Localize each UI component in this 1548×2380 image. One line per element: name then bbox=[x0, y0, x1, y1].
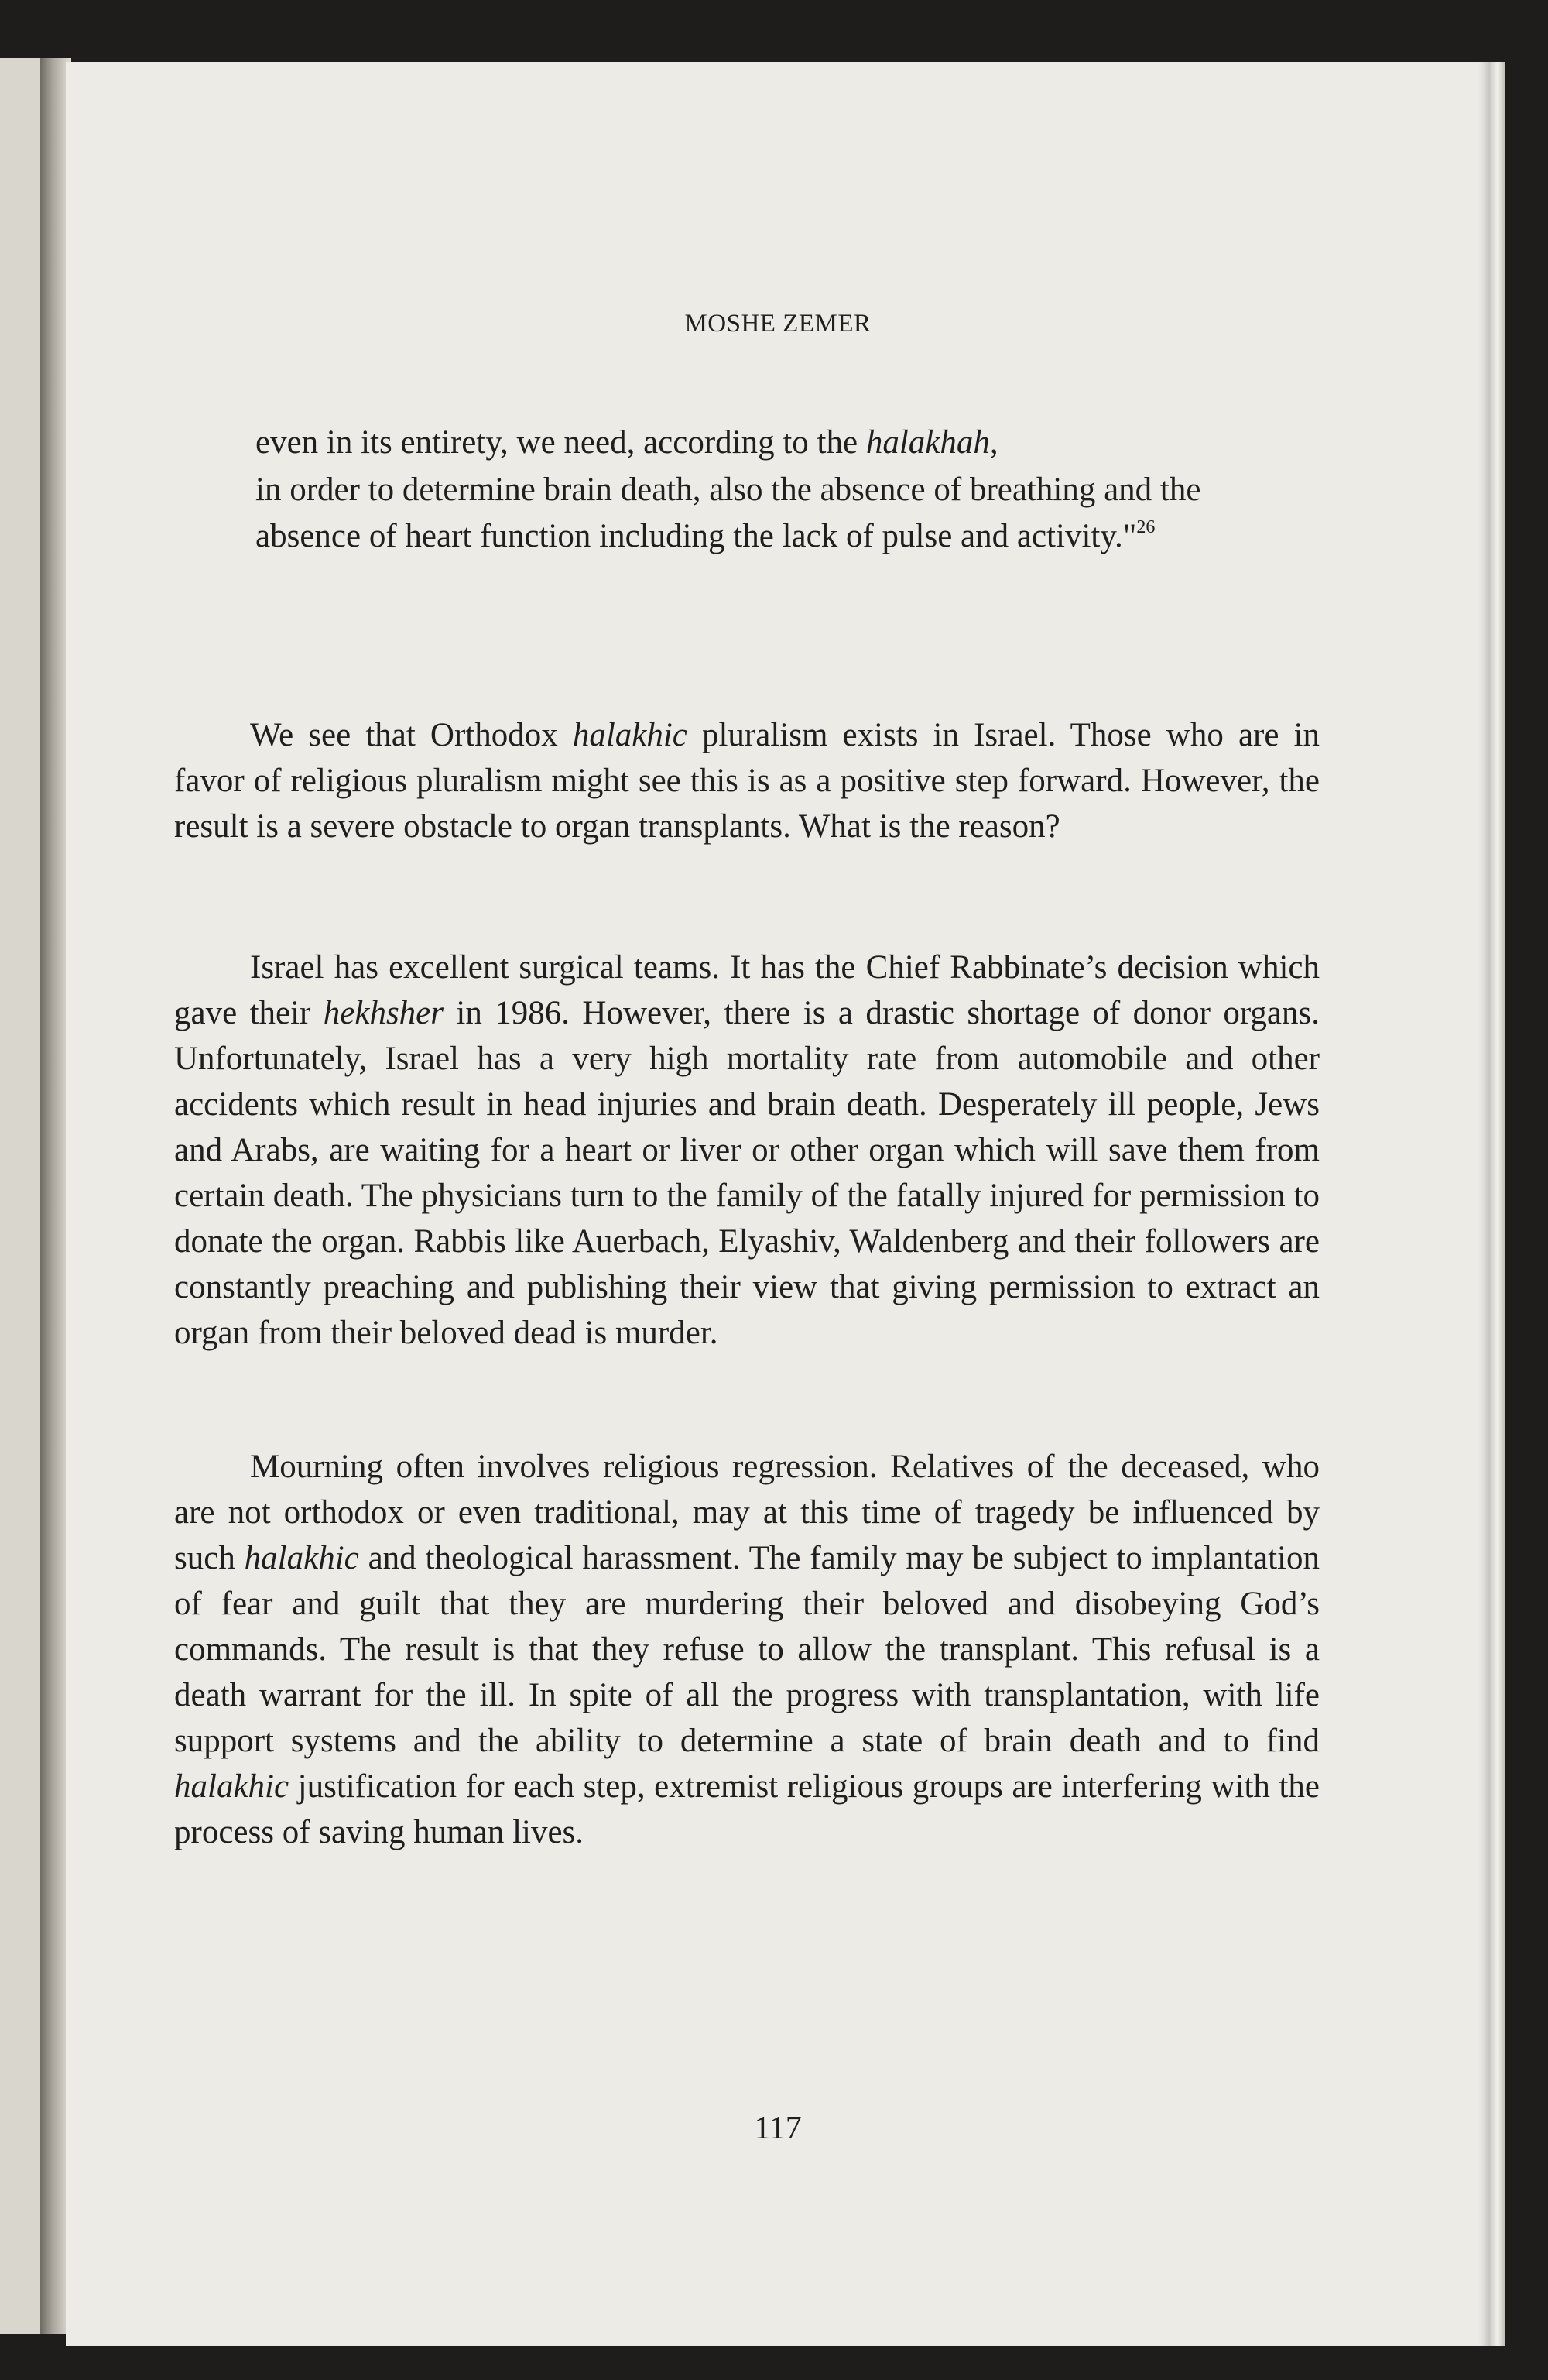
book-page bbox=[66, 62, 1490, 2346]
italic-term: halakhic bbox=[572, 717, 687, 753]
footnote-reference: 26 bbox=[1136, 517, 1156, 537]
quote-italic-term: halakhah bbox=[865, 424, 990, 461]
italic-term: hekhsher bbox=[323, 995, 444, 1031]
block-quote bbox=[255, 420, 1207, 561]
quote-text: in order to determine brain death, also the absence of breathing and the absence of heart function including the lack of pulse and activity." bbox=[255, 471, 1201, 554]
paragraph-pluralism: We see that Orthodox halakhic pluralism exists in Israel. Those who are in favor of religious pluralism might see this is as a positive step forward. However, the result is a severe obstacle to organ transplants. What is the reason? bbox=[174, 717, 1320, 845]
page-stack-edge bbox=[1490, 62, 1505, 2346]
italic-term: halakhic bbox=[174, 1768, 289, 1805]
quote-text: even in its entirety, we need, according to the bbox=[255, 424, 866, 461]
paragraph-surgical-teams: Israel has excellent surgical teams. It has the Chief Rabbinate’s decision which gave their hekhsher in 1986. However, there is a drastic shortage of donor organs. Unfortunately, Israel has a very high mortality rate from automobile and other accidents which result in head injuries and brain death. Desperately ill people, Jews and Arabs, are waiting for a heart or liver or other organ which will save them from certain death. The physicians turn to the family of the fatally injured for permission to donate the organ. Rabbis like Auerbach, Elyashiv, Waldenberg and their followers are constantly preaching and publishing their view that giving permission to extract an organ from their beloved dead is murder. bbox=[174, 949, 1320, 1351]
paragraph-mourning: Mourning often involves religious regression. Relatives of the deceased, who are not orthodox or even traditional, may at this time of tragedy be influenced by such halakhic and theological harassment. The family may be subject to implantation of fear and guilt that they are murdering their beloved and disobeying God’s commands. The result is that they refuse to allow the transplant. This refusal is a death warrant for the ill. In spite of all the progress with transplantation, with life support systems and the ability to determine a state of brain death and to find halakhic justification for each step, extremist religious groups are interfering with the process of saving human lives. bbox=[174, 1449, 1320, 1850]
running-head: MOSHE ZEMER bbox=[684, 310, 872, 338]
facing-page-edge bbox=[0, 58, 46, 2334]
quote-text: , bbox=[989, 424, 998, 461]
page-number: 117 bbox=[754, 2111, 802, 2146]
italic-term: halakhic bbox=[244, 1540, 359, 1576]
